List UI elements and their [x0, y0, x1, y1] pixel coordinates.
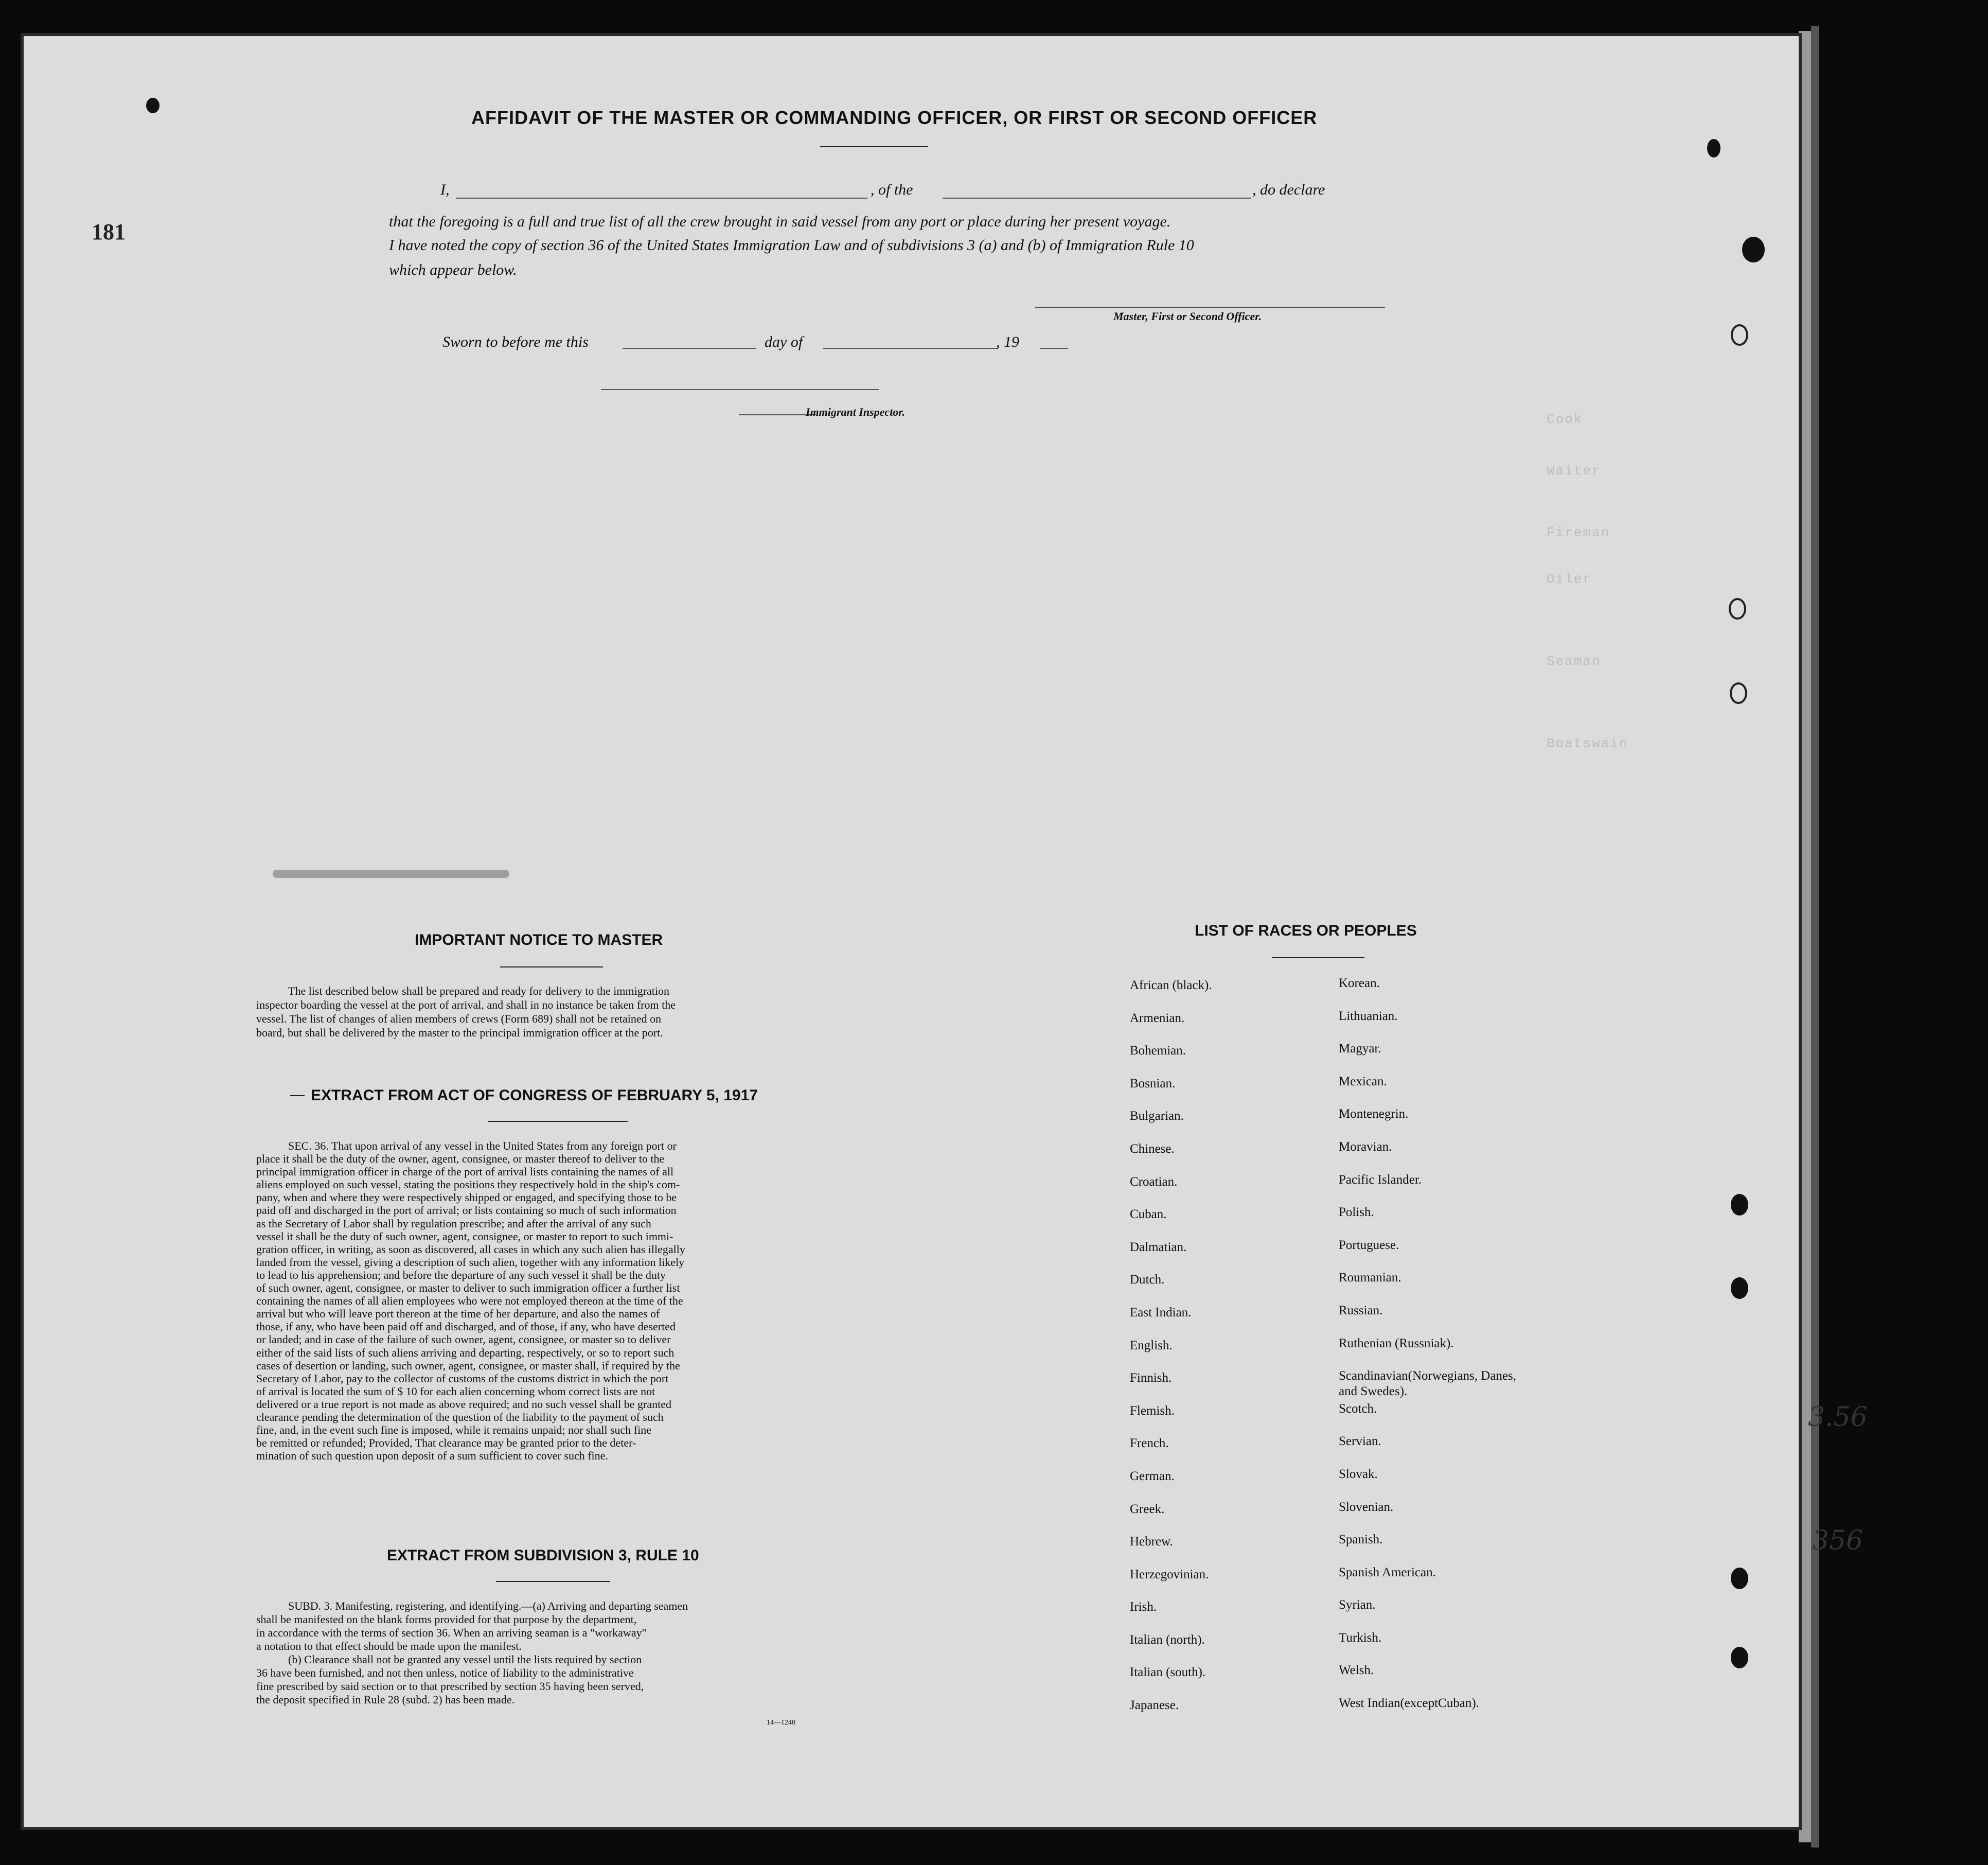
race-item: Magyar.	[1339, 1042, 1381, 1056]
notice-line: inspector boarding the vessel at the port of arrival, and shall in no instance be taken from the	[256, 998, 676, 1011]
race-item: Dalmatian.	[1130, 1240, 1187, 1254]
notice-line: vessel. The list of changes of alien members of crews (Form 689) shall not be retained on	[256, 1012, 662, 1025]
notice-line: board, but shall be delivered by the master to the principal immigration officer at the port.	[256, 1026, 663, 1039]
rule-line: 36 have been furnished, and not then unless, notice of liability to the administrative	[256, 1666, 634, 1679]
punch-hole	[1731, 1647, 1748, 1668]
race-item: Chinese.	[1130, 1141, 1175, 1156]
punch-hole	[1707, 139, 1720, 157]
race-item: Italian (north).	[1130, 1632, 1205, 1647]
act-line: delivered or a true report is not made as above required; and no such vessel shall be granted	[256, 1397, 671, 1411]
rule-line: SUBD. 3. Manifesting, registering, and identifying.—(a) Arriving and departing seamen	[288, 1599, 688, 1612]
name-blank[interactable]	[456, 198, 867, 199]
rule-line: shall be manifested on the blank forms provided for that purpose by the department,	[256, 1613, 637, 1626]
sworn-prefix: Sworn to before me this	[442, 333, 589, 350]
ink-smudge	[273, 870, 509, 878]
race-item: Moravian.	[1339, 1139, 1392, 1154]
race-item: Korean.	[1339, 976, 1380, 990]
rule-line: the deposit specified in Rule 28 (subd. 2) has been made.	[256, 1693, 515, 1706]
race-item: West Indian(exceptCuban).	[1339, 1696, 1479, 1711]
form-number: 14—1240	[767, 1719, 795, 1727]
races-right-column	[1339, 976, 1555, 1729]
bleed-through-text: Seaman	[1547, 654, 1601, 669]
punch-hole	[146, 98, 159, 113]
race-item: Scotch.	[1339, 1401, 1377, 1416]
race-item: African (black).	[1130, 978, 1212, 992]
bleed-through-text: Fireman	[1547, 525, 1610, 540]
extract-rule-body	[256, 1599, 868, 1706]
pencil-note: 356	[1812, 1525, 1863, 1556]
notice-title: IMPORTANT NOTICE TO MASTER	[415, 931, 663, 948]
bleed-through-text: Oiler	[1547, 571, 1592, 587]
race-item: Lithuanian.	[1339, 1009, 1398, 1023]
rule-line: in accordance with the terms of section 36. When an arriving seaman is a "workaway"	[256, 1626, 647, 1639]
act-line: principal immigration officer in charge of the port of arrival lists containing the names of all	[256, 1165, 674, 1178]
act-line: paid off and discharged in the port of arrival; or lists containing so much of such information	[256, 1204, 677, 1217]
race-item: Bulgarian.	[1130, 1109, 1184, 1123]
act-line: SEC. 36. That upon arrival of any vessel in the United States from any foreign port or	[288, 1139, 677, 1152]
act-line: or landed; and in case of the failure of such owner, agent, consignee, or master so to deliver	[256, 1333, 671, 1346]
act-line: of arrival is located the sum of $ 10 for each alien concerning whom correct lists are not	[256, 1384, 655, 1398]
race-item: Irish.	[1130, 1600, 1157, 1614]
act-line: vessel it shall be the duty of such owner, agent, consignee, or master to report to such immi-	[256, 1229, 673, 1243]
affidavit-line2: that the foregoing is a full and true list of all the crew brought in said vessel from any port or place during her present voyage.	[389, 213, 1171, 230]
sworn-month-blank[interactable]	[823, 348, 998, 349]
signature-caption: Master, First or Second Officer.	[1113, 310, 1262, 323]
race-item: Pacific Islander.	[1339, 1172, 1422, 1187]
race-item: Montenegrin.	[1339, 1107, 1409, 1121]
notice-line: The list described below shall be prepared and ready for delivery to the immigration	[288, 984, 670, 997]
race-item: German.	[1130, 1469, 1175, 1483]
race-item: Scandinavian(Norwegians, Danes, and Swedes).	[1339, 1369, 1517, 1399]
race-item: Russian.	[1339, 1303, 1383, 1317]
act-line: to lead to his apprehension; and before the departure of any such vessel it shall be the duty	[256, 1268, 666, 1281]
extract-rule-title: EXTRACT FROM SUBDIVISION 3, RULE 10	[387, 1547, 699, 1564]
punch-hole	[1742, 237, 1765, 262]
sworn-year: , 19	[996, 333, 1019, 350]
page-edge	[1799, 31, 1811, 1842]
bleed-through-text: Boatswain	[1547, 736, 1628, 751]
act-line: gration officer, in writing, as soon as discovered, all cases in which any such alien has illegally	[256, 1242, 685, 1256]
race-item: Italian (south).	[1130, 1665, 1206, 1680]
act-line: containing the names of all alien employees who were not employed thereon at the time of the	[256, 1294, 683, 1308]
inspector-caption: Immigrant Inspector.	[806, 406, 906, 418]
race-item: Servian.	[1339, 1434, 1381, 1449]
race-item: Flemish.	[1130, 1403, 1175, 1418]
inspector-short-line	[739, 414, 816, 415]
race-item: Dutch.	[1130, 1273, 1165, 1287]
extract-act-title: EXTRACT FROM ACT OF CONGRESS OF FEBRUARY 5, 1917	[311, 1087, 758, 1104]
title-underline	[820, 146, 928, 147]
page-edge-dark	[1811, 26, 1819, 1848]
notice-body	[256, 984, 868, 1040]
affidavit-title: AFFIDAVIT OF THE MASTER OR COMMANDING OFFICER, OR FIRST OR SECOND OFFICER	[471, 107, 1318, 128]
bleed-through-text: Waiter	[1547, 463, 1601, 479]
dash-mark	[290, 1095, 305, 1096]
race-item: Turkish.	[1339, 1630, 1382, 1645]
race-item: Greek.	[1130, 1502, 1165, 1516]
act-line: as the Secretary of Labor shall by regulation prescribe; and after the arrival of any such	[256, 1217, 651, 1230]
signature-line[interactable]	[1035, 307, 1385, 308]
race-item: French.	[1130, 1436, 1169, 1451]
extract-rule-underline	[496, 1581, 610, 1582]
punch-hole	[1731, 1277, 1748, 1299]
act-line: cases of desertion or landing, such owner, agent, consignee, or master shall, if required by the	[256, 1359, 680, 1372]
race-item: Roumanian.	[1339, 1271, 1401, 1285]
race-item: Ruthenian (Russniak).	[1339, 1336, 1454, 1350]
race-item: Japanese.	[1130, 1698, 1179, 1713]
race-item: Spanish.	[1339, 1533, 1383, 1547]
race-item: Bohemian.	[1130, 1044, 1186, 1058]
race-item: Bosnian.	[1130, 1076, 1176, 1090]
act-line: of such owner, agent, consignee, or master to deliver to such immigration officer a further list	[256, 1281, 680, 1295]
act-line: place it shall be the duty of the owner, agent, consignee, or master thereof to deliver to the	[256, 1152, 665, 1166]
affidavit-of-the: , of the	[871, 181, 913, 198]
affidavit-line4: which appear below.	[389, 261, 517, 278]
affidavit-line3: I have noted the copy of section 36 of the United States Immigration Law and of subdivisions 3 (a) and (b) of Immigration Rule 10	[389, 237, 1194, 254]
punch-hole	[1731, 1194, 1748, 1216]
races-left-column	[1130, 978, 1315, 1731]
race-item: Herzegovinian.	[1130, 1567, 1209, 1581]
sworn-year-blank[interactable]	[1040, 348, 1068, 349]
act-line: be remitted or refunded; Provided, That clearance may be granted prior to the deter-	[256, 1436, 636, 1450]
act-line: mination of such question upon deposit of a sum sufficient to cover such fine.	[256, 1449, 608, 1463]
act-line: either of the said lists of such aliens arriving and departing, respectively, or so to report such	[256, 1346, 674, 1359]
margin-number: 181	[92, 219, 126, 244]
sworn-day-blank[interactable]	[623, 348, 756, 349]
race-item: Welsh.	[1339, 1663, 1374, 1678]
punch-hole	[1731, 1568, 1748, 1589]
affidavit-declare: , do declare	[1252, 181, 1325, 198]
pencil-note: 3.56	[1808, 1402, 1868, 1433]
rule-line: a notation to that effect should be made upon the manifest.	[256, 1640, 522, 1652]
races-underline	[1272, 957, 1364, 958]
act-line: pany, when and where they were respectively shipped or engaged, and specifying those to be	[256, 1191, 677, 1204]
race-item: Croatian.	[1130, 1174, 1178, 1189]
act-line: aliens employed on such vessel, stating the positions they respectively hold in the ship's com-	[256, 1178, 680, 1191]
bleed-through-text: Cook	[1547, 412, 1583, 427]
punch-hole-ring	[1729, 598, 1746, 620]
vessel-blank[interactable]	[943, 198, 1251, 199]
race-item: East Indian.	[1130, 1305, 1192, 1319]
act-line: fine, and, in the event such fine is imposed, while it remains unpaid; nor shall such fine	[256, 1423, 651, 1437]
race-item: Spanish American.	[1339, 1565, 1436, 1579]
act-line: clearance pending the determination of the question of the liability to the payment of such	[256, 1410, 664, 1423]
extract-act-underline	[488, 1121, 628, 1122]
race-item: Hebrew.	[1130, 1535, 1173, 1549]
act-line: Secretary of Labor, pay to the collector of customs of the customs district in which the port	[256, 1371, 669, 1385]
race-item: Slovak.	[1339, 1467, 1378, 1481]
race-item: Armenian.	[1130, 1011, 1185, 1025]
inspector-line[interactable]	[601, 389, 879, 390]
act-line: arrival but who will leave port thereon at the time of her departure, and also the names of	[256, 1307, 660, 1321]
sworn-day-of: day of	[765, 333, 803, 350]
document-page	[24, 36, 1799, 1827]
races-title: LIST OF RACES OR PEOPLES	[1195, 922, 1417, 939]
punch-hole-ring	[1731, 324, 1748, 346]
race-item: Syrian.	[1339, 1598, 1376, 1612]
rule-line: fine prescribed by said section or to that prescribed by section 35 having been served,	[256, 1680, 644, 1693]
race-item: Portuguese.	[1339, 1238, 1399, 1252]
race-item: Polish.	[1339, 1205, 1374, 1220]
notice-underline	[500, 966, 603, 967]
affidavit-i: I,	[440, 181, 450, 198]
race-item: Cuban.	[1130, 1207, 1167, 1222]
race-item: Slovenian.	[1339, 1500, 1394, 1514]
race-item: Mexican.	[1339, 1074, 1387, 1088]
extract-act-body	[256, 1139, 868, 1462]
act-line: those, if any, who have been paid off and discharged, and of those, if any, who have deserted	[256, 1320, 676, 1333]
race-item: English.	[1130, 1338, 1173, 1352]
rule-line: (b) Clearance shall not be granted any vessel until the lists required by section	[288, 1653, 642, 1666]
act-line: landed from the vessel, giving a description of such alien, together with any information likely	[256, 1255, 685, 1269]
punch-hole-ring	[1730, 682, 1747, 704]
race-item: Finnish.	[1130, 1371, 1172, 1385]
